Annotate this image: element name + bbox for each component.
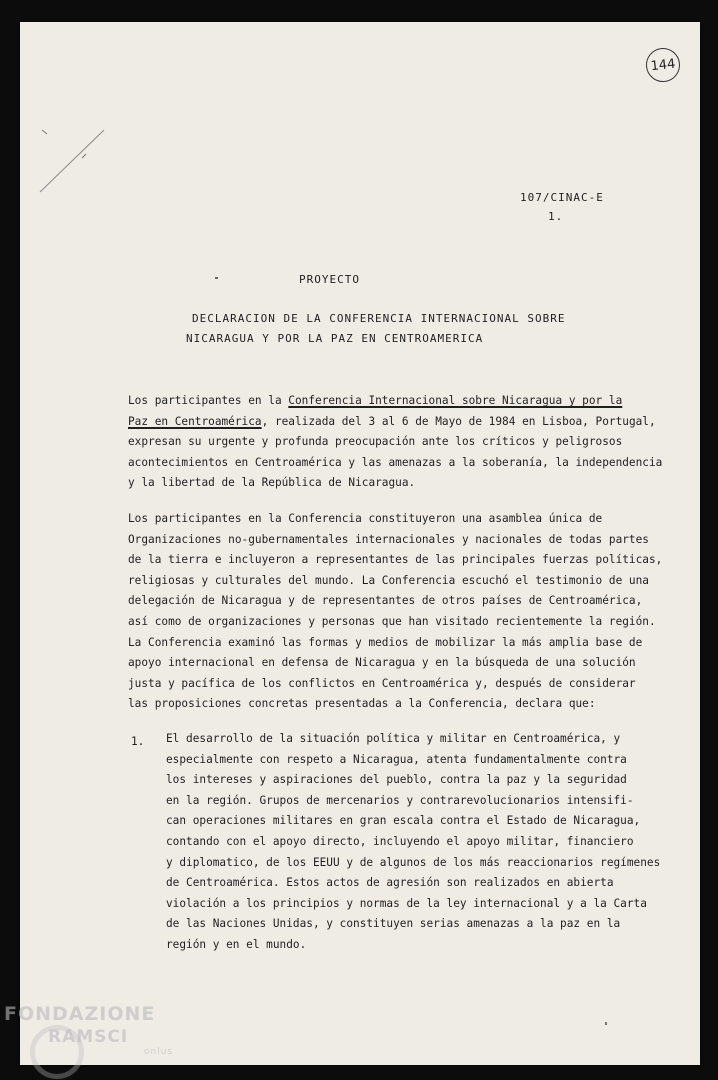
page-number: 1. [548, 210, 564, 223]
item-1-line: violación a los principios y normas de la ley internacional y a la Carta [166, 896, 647, 910]
paragraph-2-line: delegación de Nicaragua y de representantes de otros países de Centroamérica, [128, 594, 643, 608]
watermark-line-2: RAMSCI [48, 1027, 129, 1047]
paragraph-2-line: justa y pacífica de los conflictos en Centroamérica y, después de considerar [128, 676, 636, 690]
paragraph-2-line: Organizaciones no-gubernamentales internacionales y nacionales de todas partes [128, 532, 649, 546]
paragraph-1-line: acontecimientos en Centroamérica y las amenazas a la soberanía, la independencia [128, 455, 663, 469]
paragraph-2-line: así como de organizaciones y personas que han visitado recientemente la región. [128, 614, 656, 628]
ink-speck [215, 277, 218, 279]
paragraph-2-line: Los participantes en la Conferencia constituyeron una asamblea única de [128, 512, 603, 525]
item-1-line: can operaciones militares en gran escala contra el Estado de Nicaragua, [166, 814, 641, 828]
paragraph-2-line: de la tierra e incluyeron a representantes de las principales fuerzas políticas, [128, 553, 663, 567]
draft-label: PROYECTO [299, 273, 360, 286]
item-1-text [166, 729, 676, 956]
archive-watermark [4, 1003, 174, 1057]
item-1-line: El desarrollo de la situación política y militar en Centroamérica, y [166, 732, 621, 745]
conference-name-underlined: Conferencia Internacional sobre Nicaragua y por la [288, 394, 623, 407]
title-line-1: DECLARACION DE LA CONFERENCIA INTERNACIONAL SOBRE [192, 312, 566, 325]
item-1-line: en la región. Grupos de mercenarios y contrarevolucionarios intensifi- [166, 793, 634, 807]
item-1-line: de Centroamérica. Estos actos de agresión son realizados en abierta [166, 876, 614, 890]
ink-speck [605, 1022, 607, 1025]
item-1-number: 1. [131, 735, 145, 748]
document-page [20, 22, 700, 1065]
reference-code: 107/CINAC-E [520, 191, 604, 204]
archive-number-stamp: 144 [644, 46, 681, 83]
item-1-line: y diplomatico, de los EEUU y de algunos de los más reaccionarios regímenes [166, 855, 661, 869]
paragraph-2-line: las proposiciones concretas presentadas a la Conferencia, declara que: [128, 697, 596, 711]
paragraph-2-line: La Conferencia examinó las formas y medios de mobilizar la más amplia base de [128, 635, 643, 649]
pencil-mark-icon [38, 124, 108, 194]
item-1-line: contando con el apoyo directo, incluyendo el apoyo militar, financiero [166, 834, 634, 848]
conference-name-underlined-cont: Paz en Centroamérica [128, 414, 262, 428]
paragraph-2-line: apoyo internacional en defensa de Nicaragua y en la búsqueda de una solución [128, 656, 636, 670]
paragraph-2-line: religiosas y culturales del mundo. La Conferencia escuchó el testimonio de una [128, 573, 649, 587]
paragraph-1-line: expresan su urgente y profunda preocupación ante los críticos y peligrosos [128, 435, 623, 449]
item-1-line: los intereses y aspiraciones del pueblo, contra la paz y la seguridad [166, 773, 627, 787]
item-1-line: región y en el mundo. [166, 937, 307, 951]
paragraph-1-line-2: Paz en Centroamérica, realizada del 3 al 6 de Mayo de 1984 en Lisboa, Portugal, [128, 414, 656, 428]
paragraph-1-line-1: Los participantes en la Conferencia Internacional sobre Nicaragua y por la [128, 394, 623, 407]
paragraph-2 [128, 509, 668, 715]
watermark-logo-icon [30, 1025, 84, 1079]
watermark-line-3: onlus [144, 1047, 174, 1057]
paragraph-1 [128, 391, 668, 494]
paragraph-1-line: y la libertad de la República de Nicaragua. [128, 476, 416, 490]
watermark-line-1: FONDAZIONE [4, 1003, 156, 1025]
title-line-2: NICARAGUA Y POR LA PAZ EN CENTROAMERICA [186, 332, 484, 345]
item-1-line: de las Naciones Unidas, y constituyen serias amenazas a la paz en la [166, 917, 621, 931]
item-1-line: especialmente con respeto a Nicaragua, atenta fundamentalmente contra [166, 752, 627, 766]
